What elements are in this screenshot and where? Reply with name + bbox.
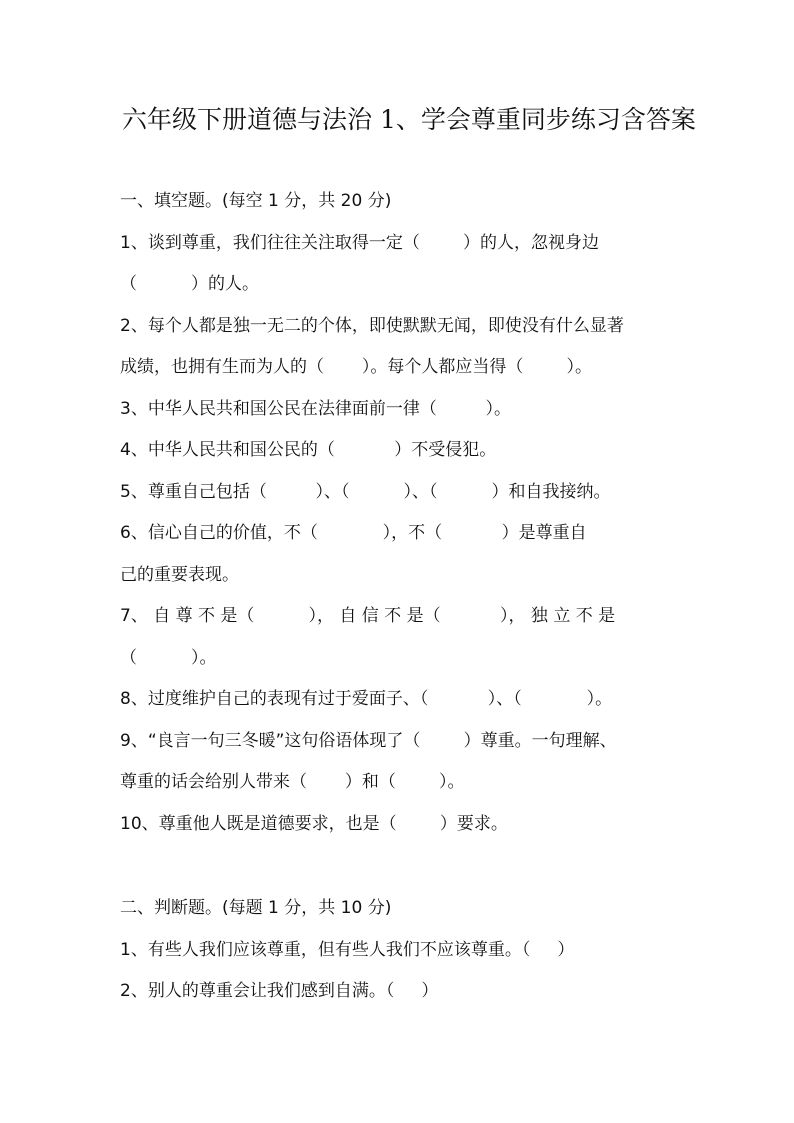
fill-blank-line: 己的重要表现。: [120, 565, 239, 585]
fill-blank-line: 尊重的话会给别人带来（ ）和（ ）。: [120, 772, 465, 792]
true-false-line: 2、别人的尊重会让我们感到自满。（ ）: [120, 981, 439, 1001]
fill-blank-line: 4、中华人民共和国公民的（ ）不受侵犯。: [120, 440, 497, 460]
page-title: 六年级下册道德与法治 1、学会尊重同步练习含答案: [122, 105, 696, 134]
fill-blank-line: 3、中华人民共和国公民在法律面前一律（ ）。: [120, 399, 511, 419]
fill-blank-line: 7、 自 尊 不 是（ ）， 自 信 不 是（ ）， 独 立 不 是: [120, 606, 616, 626]
true-false-line: 1、有些人我们应该尊重，但有些人我们不应该尊重。（ ）: [120, 940, 575, 960]
fill-blank-line: 2、每个人都是独一无二的个体，即使默默无闻，即使没有什么显著: [120, 316, 624, 336]
fill-blank-line: （ ）。: [120, 648, 217, 668]
section-1-heading: 一、填空题。(每空 1 分，共 20 分): [120, 191, 392, 211]
fill-blank-line: 10、尊重他人既是道德要求，也是（ ）要求。: [120, 814, 508, 834]
fill-blank-line: 9、“良言一句三冬暖”这句俗语体现了（ ）尊重。一句理解、: [120, 731, 617, 751]
fill-blank-line: 成绩，也拥有生而为人的（ ）。每个人都应当得（ ）。: [120, 357, 593, 377]
fill-blank-line: 8、过度维护自己的表现有过于爱面子、（ ）、（ ）。: [120, 689, 613, 709]
fill-blank-line: 5、尊重自己包括（ ）、（ ）、（ ）和自我接纳。: [120, 482, 611, 502]
fill-blank-line: 1、谈到尊重，我们往往关注取得一定（ ）的人，忽视身边: [120, 233, 600, 253]
section-2-heading: 二、判断题。(每题 1 分，共 10 分): [120, 898, 392, 918]
fill-blank-line: （ ）的人。: [120, 274, 260, 294]
fill-blank-line: 6、信心自己的价值，不（ ），不（ ）是尊重自: [120, 523, 587, 543]
